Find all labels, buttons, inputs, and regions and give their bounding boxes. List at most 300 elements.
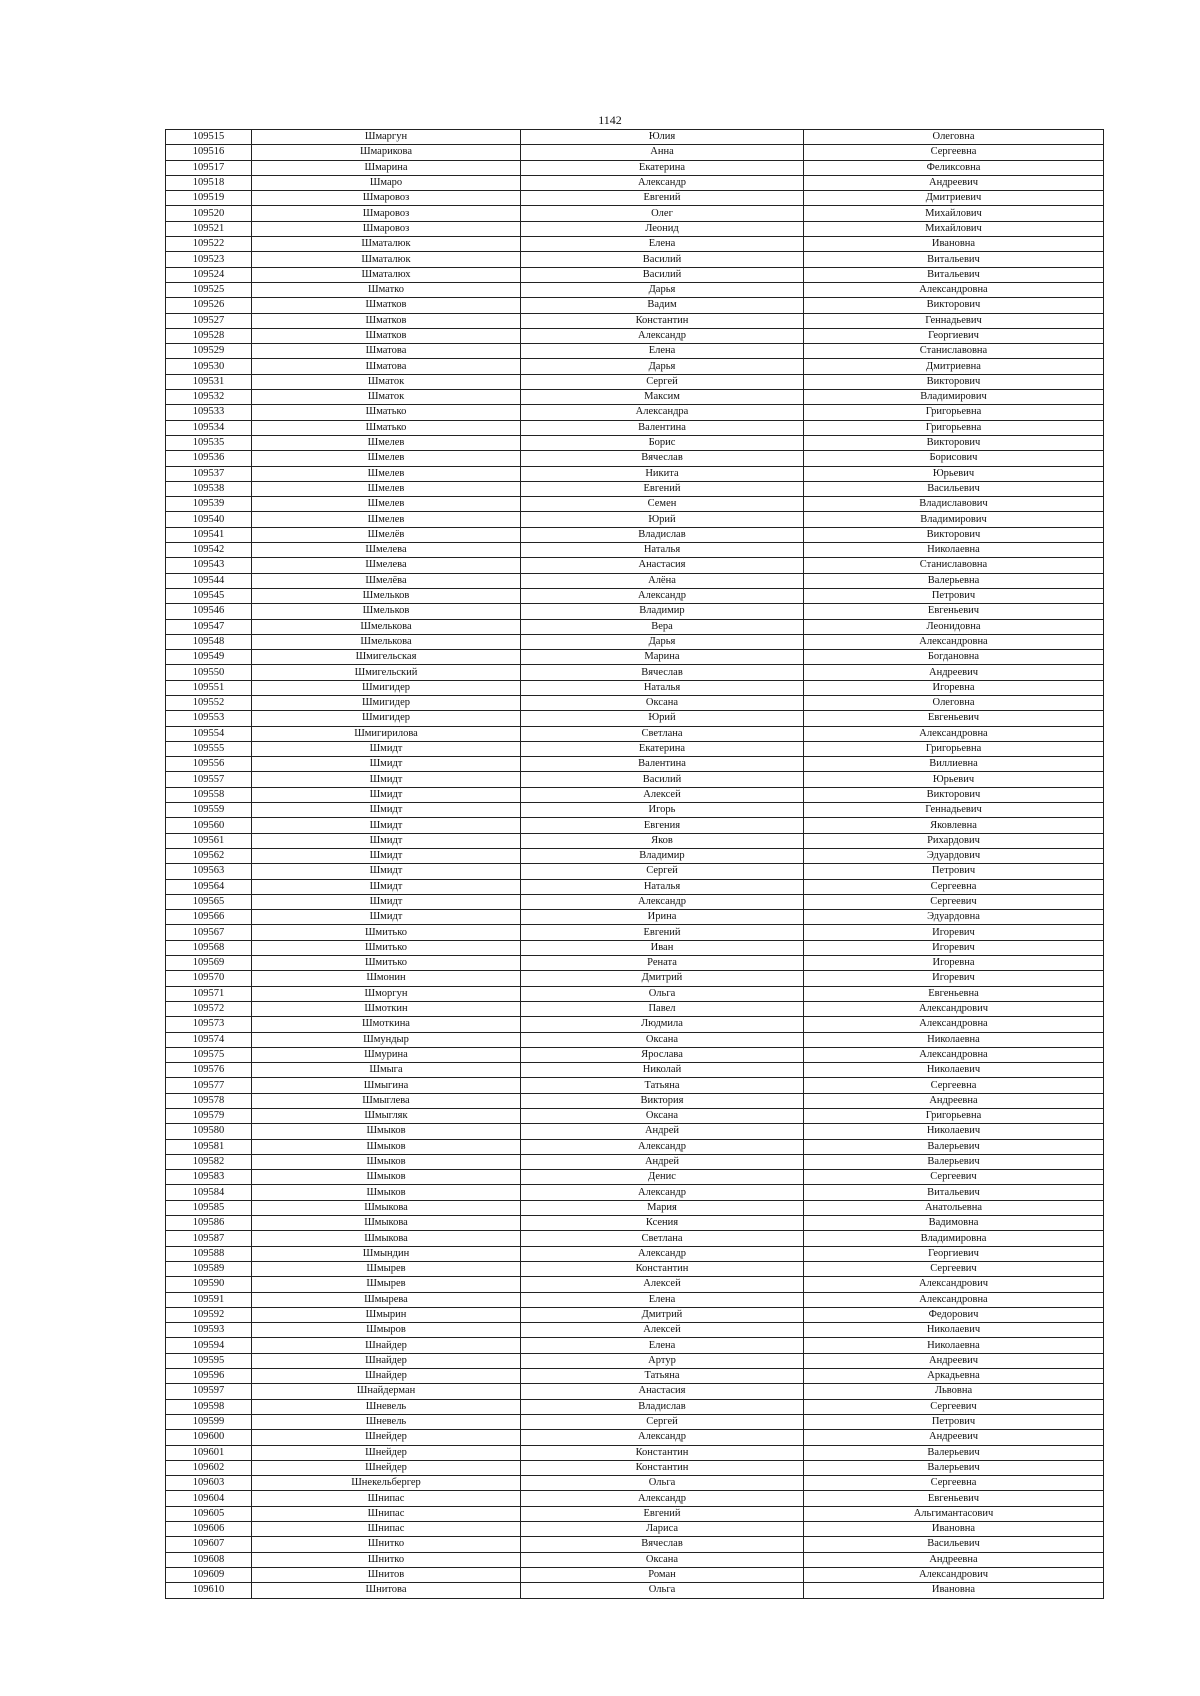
- last-name-cell: Шмелев: [252, 466, 521, 481]
- first-name-cell: Вячеслав: [521, 451, 804, 466]
- last-name-cell: Шмелёв: [252, 527, 521, 542]
- last-name-cell: Шнекельбергер: [252, 1476, 521, 1491]
- first-name-cell: Юлия: [521, 130, 804, 145]
- first-name-cell: Виктория: [521, 1093, 804, 1108]
- last-name-cell: Шмырев: [252, 1261, 521, 1276]
- table-row: [166, 543, 1104, 558]
- record-number-cell: 109527: [166, 313, 252, 328]
- table-row: [166, 298, 1104, 313]
- patronymic-cell: Евгеньевна: [804, 986, 1104, 1001]
- patronymic-cell: Богдановна: [804, 650, 1104, 665]
- record-number-cell: 109529: [166, 344, 252, 359]
- first-name-cell: Вера: [521, 619, 804, 634]
- record-number-cell: 109551: [166, 680, 252, 695]
- patronymic-cell: Александровна: [804, 1292, 1104, 1307]
- last-name-cell: Шмитько: [252, 925, 521, 940]
- record-number-cell: 109593: [166, 1323, 252, 1338]
- record-number-cell: 109579: [166, 1109, 252, 1124]
- patronymic-cell: Рихардович: [804, 833, 1104, 848]
- patronymic-cell: Владимирович: [804, 512, 1104, 527]
- last-name-cell: Шмидт: [252, 910, 521, 925]
- table-row: [166, 145, 1104, 160]
- table-row: [166, 313, 1104, 328]
- record-number-cell: 109543: [166, 558, 252, 573]
- record-number-cell: 109576: [166, 1063, 252, 1078]
- table-row: [166, 328, 1104, 343]
- first-name-cell: Артур: [521, 1353, 804, 1368]
- first-name-cell: Дмитрий: [521, 1307, 804, 1322]
- last-name-cell: Шматько: [252, 420, 521, 435]
- record-number-cell: 109557: [166, 772, 252, 787]
- record-number-cell: 109556: [166, 757, 252, 772]
- table-row: [166, 1292, 1104, 1307]
- first-name-cell: Светлана: [521, 1231, 804, 1246]
- record-number-cell: 109583: [166, 1170, 252, 1185]
- record-number-cell: 109534: [166, 420, 252, 435]
- table-row: [166, 1537, 1104, 1552]
- patronymic-cell: Петрович: [804, 864, 1104, 879]
- record-number-cell: 109597: [166, 1384, 252, 1399]
- record-number-cell: 109533: [166, 405, 252, 420]
- last-name-cell: Шмыков: [252, 1154, 521, 1169]
- table-row: [166, 588, 1104, 603]
- table-row: [166, 466, 1104, 481]
- table-row: [166, 282, 1104, 297]
- table-row: [166, 1170, 1104, 1185]
- first-name-cell: Яков: [521, 833, 804, 848]
- first-name-cell: Ярослава: [521, 1047, 804, 1062]
- patronymic-cell: Сергеевна: [804, 145, 1104, 160]
- patronymic-cell: Евгеньевич: [804, 1491, 1104, 1506]
- last-name-cell: Шмаргун: [252, 130, 521, 145]
- last-name-cell: Шнейдер: [252, 1460, 521, 1475]
- last-name-cell: Шнайдерман: [252, 1384, 521, 1399]
- patronymic-cell: Олеговна: [804, 130, 1104, 145]
- last-name-cell: Шматько: [252, 405, 521, 420]
- record-number-cell: 109607: [166, 1537, 252, 1552]
- table-row: [166, 527, 1104, 542]
- patronymic-cell: Николаевна: [804, 1032, 1104, 1047]
- last-name-cell: Шмундыр: [252, 1032, 521, 1047]
- table-row: [166, 619, 1104, 634]
- first-name-cell: Роман: [521, 1567, 804, 1582]
- record-number-cell: 109587: [166, 1231, 252, 1246]
- patronymic-cell: Евгеньевич: [804, 711, 1104, 726]
- last-name-cell: Шмидт: [252, 757, 521, 772]
- table-row: [166, 160, 1104, 175]
- record-number-cell: 109573: [166, 1017, 252, 1032]
- table-row: [166, 1078, 1104, 1093]
- patronymic-cell: Петрович: [804, 1414, 1104, 1429]
- patronymic-cell: Васильевич: [804, 481, 1104, 496]
- record-number-cell: 109542: [166, 543, 252, 558]
- patronymic-cell: Витальевич: [804, 1185, 1104, 1200]
- record-number-cell: 109605: [166, 1506, 252, 1521]
- first-name-cell: Александр: [521, 1491, 804, 1506]
- first-name-cell: Екатерина: [521, 160, 804, 175]
- record-number-cell: 109594: [166, 1338, 252, 1353]
- first-name-cell: Светлана: [521, 726, 804, 741]
- first-name-cell: Сергей: [521, 374, 804, 389]
- record-number-cell: 109528: [166, 328, 252, 343]
- patronymic-cell: Викторович: [804, 374, 1104, 389]
- table-row: [166, 1093, 1104, 1108]
- record-number-cell: 109521: [166, 221, 252, 236]
- first-name-cell: Дарья: [521, 282, 804, 297]
- record-number-cell: 109539: [166, 497, 252, 512]
- record-number-cell: 109522: [166, 237, 252, 252]
- table-row: [166, 1384, 1104, 1399]
- last-name-cell: Шмоткина: [252, 1017, 521, 1032]
- last-name-cell: Шматалюк: [252, 252, 521, 267]
- table-row: [166, 130, 1104, 145]
- last-name-cell: Шнайдер: [252, 1369, 521, 1384]
- table-row: [166, 1124, 1104, 1139]
- patronymic-cell: Александровна: [804, 282, 1104, 297]
- table-row: [166, 1001, 1104, 1016]
- last-name-cell: Шмыгина: [252, 1078, 521, 1093]
- patronymic-cell: Валерьевич: [804, 1460, 1104, 1475]
- patronymic-cell: Викторович: [804, 435, 1104, 450]
- record-number-cell: 109518: [166, 175, 252, 190]
- patronymic-cell: Сергеевич: [804, 1170, 1104, 1185]
- record-number-cell: 109590: [166, 1277, 252, 1292]
- first-name-cell: Иван: [521, 940, 804, 955]
- record-number-cell: 109550: [166, 665, 252, 680]
- first-name-cell: Вячеслав: [521, 1537, 804, 1552]
- first-name-cell: Наталья: [521, 680, 804, 695]
- table-row: [166, 879, 1104, 894]
- last-name-cell: Шматков: [252, 328, 521, 343]
- patronymic-cell: Петрович: [804, 588, 1104, 603]
- last-name-cell: Шмындин: [252, 1246, 521, 1261]
- last-name-cell: Шмаровоз: [252, 221, 521, 236]
- table-row: [166, 405, 1104, 420]
- first-name-cell: Дарья: [521, 359, 804, 374]
- last-name-cell: Шмидт: [252, 803, 521, 818]
- first-name-cell: Елена: [521, 237, 804, 252]
- last-name-cell: Шмелев: [252, 497, 521, 512]
- last-name-cell: Шнейдер: [252, 1430, 521, 1445]
- patronymic-cell: Викторович: [804, 298, 1104, 313]
- first-name-cell: Оксана: [521, 695, 804, 710]
- patronymic-cell: Григорьевна: [804, 405, 1104, 420]
- record-number-cell: 109555: [166, 741, 252, 756]
- record-number-cell: 109591: [166, 1292, 252, 1307]
- last-name-cell: Шнитко: [252, 1537, 521, 1552]
- first-name-cell: Татьяна: [521, 1369, 804, 1384]
- record-number-cell: 109581: [166, 1139, 252, 1154]
- record-number-cell: 109571: [166, 986, 252, 1001]
- patronymic-cell: Андреевна: [804, 1093, 1104, 1108]
- table-row: [166, 894, 1104, 909]
- table-row: [166, 1246, 1104, 1261]
- table-row: [166, 695, 1104, 710]
- patronymic-cell: Михайлович: [804, 206, 1104, 221]
- first-name-cell: Елена: [521, 344, 804, 359]
- last-name-cell: Шмыков: [252, 1185, 521, 1200]
- patronymic-cell: Альгимантасович: [804, 1506, 1104, 1521]
- patronymic-cell: Андреевич: [804, 1430, 1104, 1445]
- first-name-cell: Рената: [521, 956, 804, 971]
- record-number-cell: 109553: [166, 711, 252, 726]
- last-name-cell: Шмелькова: [252, 619, 521, 634]
- first-name-cell: Валентина: [521, 420, 804, 435]
- last-name-cell: Шмыков: [252, 1139, 521, 1154]
- first-name-cell: Алексей: [521, 1323, 804, 1338]
- first-name-cell: Максим: [521, 390, 804, 405]
- table-row: [166, 1476, 1104, 1491]
- record-number-cell: 109574: [166, 1032, 252, 1047]
- first-name-cell: Алексей: [521, 787, 804, 802]
- record-number-cell: 109610: [166, 1583, 252, 1598]
- first-name-cell: Юрий: [521, 512, 804, 527]
- table-row: [166, 741, 1104, 756]
- first-name-cell: Александр: [521, 1139, 804, 1154]
- record-number-cell: 109598: [166, 1399, 252, 1414]
- first-name-cell: Александр: [521, 175, 804, 190]
- last-name-cell: Шмидт: [252, 787, 521, 802]
- patronymic-cell: Игоревна: [804, 680, 1104, 695]
- table-row: [166, 1261, 1104, 1276]
- table-row: [166, 1506, 1104, 1521]
- first-name-cell: Александр: [521, 1185, 804, 1200]
- patronymic-cell: Виллиевна: [804, 757, 1104, 772]
- last-name-cell: Шмырева: [252, 1292, 521, 1307]
- last-name-cell: Шмидт: [252, 833, 521, 848]
- last-name-cell: Шневель: [252, 1399, 521, 1414]
- last-name-cell: Шмаровоз: [252, 191, 521, 206]
- last-name-cell: Шмоткин: [252, 1001, 521, 1016]
- first-name-cell: Денис: [521, 1170, 804, 1185]
- table-row: [166, 221, 1104, 236]
- patronymic-cell: Андреевич: [804, 175, 1104, 190]
- first-name-cell: Валентина: [521, 757, 804, 772]
- record-number-cell: 109596: [166, 1369, 252, 1384]
- table-row: [166, 971, 1104, 986]
- table-row: [166, 1552, 1104, 1567]
- patronymic-cell: Андреевна: [804, 1552, 1104, 1567]
- record-number-cell: 109570: [166, 971, 252, 986]
- table-row: [166, 833, 1104, 848]
- record-number-cell: 109601: [166, 1445, 252, 1460]
- patronymic-cell: Ивановна: [804, 1522, 1104, 1537]
- patronymic-cell: Игоревич: [804, 925, 1104, 940]
- table-row: [166, 1200, 1104, 1215]
- record-number-cell: 109578: [166, 1093, 252, 1108]
- table-row: [166, 680, 1104, 695]
- patronymic-cell: Валерьевна: [804, 573, 1104, 588]
- table-row: [166, 573, 1104, 588]
- last-name-cell: Шмыков: [252, 1124, 521, 1139]
- first-name-cell: Наталья: [521, 879, 804, 894]
- record-number-cell: 109520: [166, 206, 252, 221]
- patronymic-cell: Федорович: [804, 1307, 1104, 1322]
- record-number-cell: 109559: [166, 803, 252, 818]
- first-name-cell: Алёна: [521, 573, 804, 588]
- record-number-cell: 109577: [166, 1078, 252, 1093]
- table-row: [166, 1063, 1104, 1078]
- patronymic-cell: Николаевич: [804, 1063, 1104, 1078]
- last-name-cell: Шнайдер: [252, 1338, 521, 1353]
- registry-table-body: [166, 130, 1104, 1599]
- last-name-cell: Шматова: [252, 359, 521, 374]
- patronymic-cell: Леонидовна: [804, 619, 1104, 634]
- first-name-cell: Василий: [521, 252, 804, 267]
- record-number-cell: 109560: [166, 818, 252, 833]
- table-row: [166, 818, 1104, 833]
- patronymic-cell: Феликсовна: [804, 160, 1104, 175]
- first-name-cell: Дмитрий: [521, 971, 804, 986]
- record-number-cell: 109525: [166, 282, 252, 297]
- patronymic-cell: Олеговна: [804, 695, 1104, 710]
- first-name-cell: Константин: [521, 1460, 804, 1475]
- patronymic-cell: Александровна: [804, 1017, 1104, 1032]
- patronymic-cell: Борисович: [804, 451, 1104, 466]
- last-name-cell: Шмыров: [252, 1323, 521, 1338]
- record-number-cell: 109517: [166, 160, 252, 175]
- first-name-cell: Борис: [521, 435, 804, 450]
- last-name-cell: Шмигирилова: [252, 726, 521, 741]
- first-name-cell: Андрей: [521, 1154, 804, 1169]
- first-name-cell: Андрей: [521, 1124, 804, 1139]
- first-name-cell: Леонид: [521, 221, 804, 236]
- last-name-cell: Шневель: [252, 1414, 521, 1429]
- last-name-cell: Шмаро: [252, 175, 521, 190]
- record-number-cell: 109554: [166, 726, 252, 741]
- last-name-cell: Шмарина: [252, 160, 521, 175]
- last-name-cell: Шнитова: [252, 1583, 521, 1598]
- last-name-cell: Шмигидер: [252, 680, 521, 695]
- table-row: [166, 359, 1104, 374]
- patronymic-cell: Валерьевич: [804, 1139, 1104, 1154]
- last-name-cell: Шнитко: [252, 1552, 521, 1567]
- last-name-cell: Шмелев: [252, 481, 521, 496]
- patronymic-cell: Георгиевич: [804, 1246, 1104, 1261]
- record-number-cell: 109519: [166, 191, 252, 206]
- table-row: [166, 374, 1104, 389]
- table-row: [166, 512, 1104, 527]
- table-row: [166, 1567, 1104, 1582]
- patronymic-cell: Григорьевна: [804, 741, 1104, 756]
- table-row: [166, 925, 1104, 940]
- record-number-cell: 109561: [166, 833, 252, 848]
- record-number-cell: 109602: [166, 1460, 252, 1475]
- last-name-cell: Шмелёва: [252, 573, 521, 588]
- last-name-cell: Шматалюх: [252, 267, 521, 282]
- record-number-cell: 109584: [166, 1185, 252, 1200]
- patronymic-cell: Николаевна: [804, 543, 1104, 558]
- table-row: [166, 1154, 1104, 1169]
- record-number-cell: 109546: [166, 604, 252, 619]
- table-row: [166, 1491, 1104, 1506]
- patronymic-cell: Яковлевна: [804, 818, 1104, 833]
- patronymic-cell: Эдуардовна: [804, 910, 1104, 925]
- table-row: [166, 344, 1104, 359]
- record-number-cell: 109552: [166, 695, 252, 710]
- patronymic-cell: Александрович: [804, 1001, 1104, 1016]
- first-name-cell: Никита: [521, 466, 804, 481]
- first-name-cell: Олег: [521, 206, 804, 221]
- first-name-cell: Ирина: [521, 910, 804, 925]
- table-row: [166, 848, 1104, 863]
- table-row: [166, 1445, 1104, 1460]
- first-name-cell: Евгений: [521, 1506, 804, 1521]
- patronymic-cell: Сергеевич: [804, 1399, 1104, 1414]
- table-row: [166, 1185, 1104, 1200]
- patronymic-cell: Дмитриевна: [804, 359, 1104, 374]
- last-name-cell: Шмелев: [252, 512, 521, 527]
- first-name-cell: Анна: [521, 145, 804, 160]
- table-row: [166, 1338, 1104, 1353]
- record-number-cell: 109608: [166, 1552, 252, 1567]
- patronymic-cell: Григорьевна: [804, 1109, 1104, 1124]
- last-name-cell: Шмидт: [252, 772, 521, 787]
- first-name-cell: Ольга: [521, 1476, 804, 1491]
- last-name-cell: Шмыга: [252, 1063, 521, 1078]
- patronymic-cell: Александровна: [804, 726, 1104, 741]
- record-number-cell: 109537: [166, 466, 252, 481]
- patronymic-cell: Владиславович: [804, 497, 1104, 512]
- patronymic-cell: Юрьевич: [804, 772, 1104, 787]
- patronymic-cell: Станиславовна: [804, 558, 1104, 573]
- last-name-cell: Шмелева: [252, 558, 521, 573]
- table-row: [166, 1430, 1104, 1445]
- table-row: [166, 803, 1104, 818]
- table-row: [166, 497, 1104, 512]
- first-name-cell: Елена: [521, 1292, 804, 1307]
- first-name-cell: Оксана: [521, 1552, 804, 1567]
- first-name-cell: Константин: [521, 313, 804, 328]
- record-number-cell: 109523: [166, 252, 252, 267]
- table-row: [166, 956, 1104, 971]
- table-row: [166, 1399, 1104, 1414]
- record-number-cell: 109580: [166, 1124, 252, 1139]
- table-row: [166, 390, 1104, 405]
- table-row: [166, 206, 1104, 221]
- table-row: [166, 787, 1104, 802]
- table-row: [166, 910, 1104, 925]
- patronymic-cell: Вадимовна: [804, 1216, 1104, 1231]
- patronymic-cell: Валерьевич: [804, 1154, 1104, 1169]
- patronymic-cell: Эдуардович: [804, 848, 1104, 863]
- last-name-cell: Шматок: [252, 374, 521, 389]
- first-name-cell: Евгений: [521, 925, 804, 940]
- record-number-cell: 109532: [166, 390, 252, 405]
- last-name-cell: Шмыков: [252, 1170, 521, 1185]
- table-row: [166, 1522, 1104, 1537]
- record-number-cell: 109568: [166, 940, 252, 955]
- patronymic-cell: Николаевич: [804, 1124, 1104, 1139]
- patronymic-cell: Сергеевна: [804, 1476, 1104, 1491]
- table-row: [166, 665, 1104, 680]
- first-name-cell: Александр: [521, 1246, 804, 1261]
- first-name-cell: Николай: [521, 1063, 804, 1078]
- last-name-cell: Шматко: [252, 282, 521, 297]
- first-name-cell: Ольга: [521, 1583, 804, 1598]
- last-name-cell: Шмитько: [252, 940, 521, 955]
- table-row: [166, 267, 1104, 282]
- last-name-cell: Шмонин: [252, 971, 521, 986]
- record-number-cell: 109569: [166, 956, 252, 971]
- first-name-cell: Александр: [521, 328, 804, 343]
- record-number-cell: 109572: [166, 1001, 252, 1016]
- record-number-cell: 109606: [166, 1522, 252, 1537]
- record-number-cell: 109588: [166, 1246, 252, 1261]
- first-name-cell: Евгений: [521, 481, 804, 496]
- record-number-cell: 109544: [166, 573, 252, 588]
- patronymic-cell: Ивановна: [804, 1583, 1104, 1598]
